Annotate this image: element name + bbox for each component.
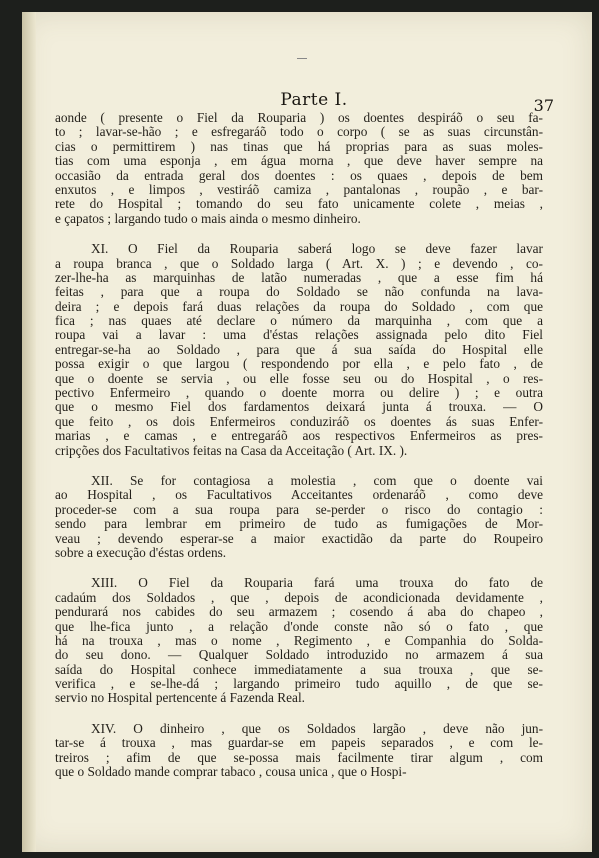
text-line: a roupa branca , que o Soldado larga ( Art. X. ) ; e devendo , co-	[55, 256, 543, 271]
text-line: entregar-se-ha ao Soldado , para que á sua saída do Hospital elle	[55, 342, 543, 357]
paragraph-gap	[55, 226, 543, 242]
text-line: sobre a execução d'éstas ordens.	[55, 545, 227, 560]
text-line: XII. Se for contagiosa a molestia , com que o doente vai	[91, 473, 543, 488]
text-line: cripções dos Facultativos feitas na Casa da Acceitação ( Art. IX. ).	[55, 443, 408, 458]
text-line: XIII. O Fiel da Rouparia fará uma trouxa do fato de	[91, 576, 543, 591]
text-line: treiros ; afim de que se-possa mais facilmente tirar algum , com	[55, 750, 543, 765]
text-line: servio no Hospital pertencente á Fazenda Real.	[55, 691, 305, 706]
text-line: proceder-se com a sua roupa para se-perder o risco do contagio :	[55, 502, 543, 517]
page-gutter	[22, 12, 36, 852]
text-line: e çapatos ; largando tudo o mais ainda o mesmo dinheiro.	[55, 211, 361, 226]
text-line: saída do Hospital conhece immediatamente a sua trouxa , que se-	[55, 662, 543, 677]
text-line: pendurará nos cabides do seu armazem ; cosendo á aba do chapeo ,	[55, 605, 543, 620]
text-line: do seu dono. — Qualquer Soldado introduzido no armazem á sua	[55, 648, 543, 663]
text-line: que feito , os dois Enfermeiros conduziráõ os doentes ás suas Enfer-	[55, 414, 543, 429]
text-line: que o Soldado mande comprar tabaco , cousa unica , que o Hospi-	[55, 765, 407, 780]
text-line: que o doente se servia , ou elle fosse seu ou do Hospital , o res-	[55, 371, 543, 386]
text-line: rete do Hospital ; tomando do seu fato unicamente colete , meias ,	[55, 197, 543, 212]
paragraph	[55, 242, 543, 458]
paragraph-gap	[55, 706, 543, 722]
text-line: pectivo Enfermeiro , quando o doente morra ou delire ) ; e outra	[55, 386, 543, 401]
text-line: fica ; nas quaes até declare o número da marquinha , com que a	[55, 314, 543, 329]
paragraph	[55, 474, 543, 560]
text-line: cadaúm dos Soldados , que , depois de acondicionada devidamente ,	[55, 590, 543, 605]
paragraph	[55, 722, 543, 780]
text-line: zer-lhe-ha as marquinhas de latão numeradas , que a esse fim há	[55, 270, 543, 285]
text-line: cias o permittirem ) nas tinas que há proprias para as suas moles-	[55, 139, 543, 154]
text-line: verifica , e se-lhe-dá ; largando primeiro tudo aquillo , de que se-	[55, 677, 543, 692]
text-line: marias , e camas , e entregaráõ aos respectivos Enfermeiros as pres-	[55, 429, 543, 444]
text-line: que o mesmo Fiel dos fardamentos deixará junta á trouxa. — O	[55, 400, 543, 415]
text-line: veau ; devendo esperar-se a maior exactidão da parte do Roupeiro	[55, 531, 543, 546]
text-line: to ; lavar-se-hão ; e esfregaráõ todo o corpo ( se as suas circunstân-	[55, 125, 543, 140]
section-title: Parte I.	[280, 90, 348, 110]
text-line: sendo para lembrar em primeiro de tudo as fumigações de Mor-	[55, 517, 543, 532]
text-line: há na trouxa , mas o nome , Regimento , e Companhia do Solda-	[55, 633, 543, 648]
text-line: feitas , para que a roupa do Soldado se não confunda na lava-	[55, 285, 543, 300]
page-number: 37	[533, 96, 554, 115]
text-line: possa exigir o que largou ( respondendo por ella , e pelo fato , de	[55, 357, 543, 372]
text-line: que lhe-fica junto , a relação d'onde conste não só o fato , que	[55, 619, 543, 634]
text-line: tias com uma esponja , em água morna , que deve haver sempre na	[55, 154, 543, 169]
paragraph	[55, 111, 543, 226]
text-line: deira ; e depois fará duas relações da roupa do Soldado , com que	[55, 299, 543, 314]
text-line: ao Hospital , os Facultativos Acceitantes ordenaráõ , como deve	[55, 488, 543, 503]
paragraph	[55, 576, 543, 706]
text-line: aonde ( presente o Fiel da Rouparia ) os doentes despiráõ o seu fa-	[55, 111, 543, 125]
top-rule	[297, 58, 307, 59]
text-line: roupa vai a lavar : uma d'éstas relações assignada pelo dito Fiel	[55, 328, 543, 343]
text-line: occasião da entrada geral dos doentes : os quaes , depois de bem	[55, 168, 543, 183]
text-line: tar-se á trouxa , mas guardar-se em papeis separados , e com le-	[55, 736, 543, 751]
text-line: XIV. O dinheiro , que os Soldados largão , deve não jun-	[91, 721, 543, 736]
body-text	[55, 111, 543, 779]
text-line: XI. O Fiel da Rouparia saberá logo se deve fazer lavar	[91, 242, 543, 257]
text-line: enxutos , e limpos , vestiráõ camiza , pantalonas , roupão , e bar-	[55, 182, 543, 197]
paragraph-gap	[55, 458, 543, 474]
paragraph-gap	[55, 560, 543, 576]
